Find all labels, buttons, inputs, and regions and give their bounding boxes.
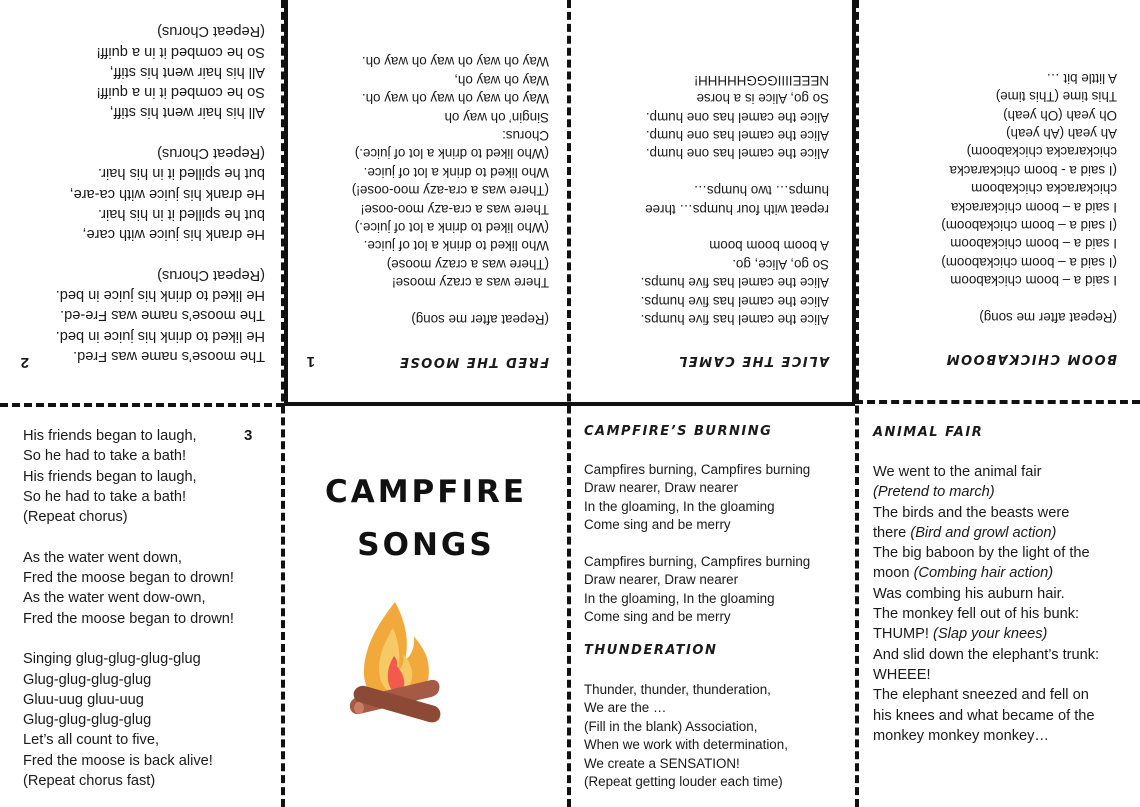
lyric-line: Singing glug-glug-glug-glug [23,651,201,668]
lyric-line: (Repeat after me song) [979,310,1117,325]
animal-fair-heading: ANIMAL FAIR [873,425,984,440]
animal-fair-panel [859,404,1140,807]
lyric-line: Alice the camel has one hump. [645,146,829,162]
lyric-line: And slid down the elephant’s trunk: [873,646,1100,663]
stanza-gap [23,527,234,547]
lyric-line: So he had to take a bath! [23,488,187,505]
lyric-line: but he spilled it in his hair. [97,165,265,182]
lyric-line: We create a SENSATION! [584,755,740,771]
lyric-line: Glug-glug-glug-glug [23,671,152,688]
lyric-line: (Who liked to drink a lot of juice.) [354,146,549,162]
lyric-line: We went to the animal fair [873,464,1042,480]
lyric-line: (Fill in the blank) Association, [584,718,758,734]
lyric-line: (I said a - boom chickaracka [949,162,1117,178]
campfire-songs-panel [571,407,855,807]
lyric-line: Who liked to drink a lot of juice. [363,238,549,254]
lyric-line: but he spilled it in his hair. [97,205,265,222]
lyric-line: (Repeat Chorus) [157,145,265,162]
lyric-line: The moose’s name was Fred. [73,348,265,364]
fred-the-moose-heading: FRED THE MOOSE [398,354,549,369]
lyric-line: The big baboon by the light of the [873,545,1090,562]
lyric-line: (There was a cra-azy moo-oose!) [351,183,549,199]
lyric-line: So he had to take a bath! [23,448,187,465]
lyric-line: (Who liked to drink a lot of juice.) [354,219,549,235]
lyric-line: Way oh way oh way oh way oh. [361,54,549,70]
lyric-line: Way oh way oh way oh way oh. [361,91,549,107]
page-2-panel [0,0,281,403]
lyric-line: Gluu-uug gluu-uug [23,691,144,708]
lyric-line: Draw nearer, Draw nearer [584,480,739,496]
lyric-line: The elephant sneezed and fell on [873,687,1089,704]
lyric-line: So he combed it in a quiff! [96,43,265,60]
lyric-line [873,482,1099,502]
lyric-line: There was a cra-azy moo-oose! [360,201,549,217]
stanza-gap [641,218,829,236]
lyric-line: When we work with determination, [584,737,788,753]
lyric-line: Alice the camel has five humps. [640,293,829,309]
lyric-line: All his hair went his stiff, [109,104,265,121]
lyric-line: A boom boom boom [709,238,829,254]
lyric-line: I said a – boom chickaboom [950,236,1117,252]
lyric-line: His friends began to laugh, [23,468,197,485]
page-3-lyrics [23,426,234,791]
lyric-line: Glug-glug-glug-glug [23,712,152,729]
lyric-line: A little bit … [1046,70,1117,86]
lyric-line: There was a crazy moose! [391,275,549,291]
lyric-line: Alice the camel has five humps. [640,275,829,291]
lyric-line: Way oh way oh, [454,72,549,88]
lyric-line: (Repeat chorus) [23,509,128,526]
lyric-line: WHEEE! [873,666,931,683]
page-3-panel [0,407,281,807]
lyric-line: Who liked to drink a lot of juice. [363,164,549,180]
stanza-gap [584,535,810,553]
lyric-line: chickaracka chickaboom [971,181,1117,197]
lyric-line: We are the … [584,700,667,716]
lyric-line: I said a – boom chickaboom [950,273,1117,289]
lyric-line: His friends began to laugh, [23,428,197,444]
log-end [354,702,364,714]
cut-line-top-right [852,0,856,404]
lyric-line: (There was a crazy moose) [386,256,549,272]
lyric-line: humps… two humps… [693,183,829,199]
lyric-line: monkey monkey monkey… [873,727,1050,744]
page-number: 3 [244,427,253,444]
lyric-line: (Repeat getting louder each time) [584,774,783,790]
lyric-line: I said a – boom chickaracka [951,199,1117,215]
lyric-line: In the gloaming, In the gloaming [584,590,775,606]
lyric-line: Was combing his auburn hair. [873,585,1065,602]
lyric-line: his knees and what became of the [873,707,1095,724]
lyric-line: Oh yeah (Oh yeah) [1003,107,1117,123]
stanza-gap [56,244,265,264]
lyric-line: Let’s all count to five, [23,732,160,749]
lyric-line: The monkey fell out of his bunk: [873,606,1080,623]
lyric-line: He drank his juice with ca-are, [69,185,265,202]
lyric-line: As the water went dow-own, [23,590,206,607]
lyric-line: Come sing and be merry [584,609,731,625]
lyric-line: (Repeat after me song) [411,312,549,327]
lyric-line: The moose’s name was Fre-ed. [60,307,265,324]
lyric-line: Alice the camel has five humps. [640,312,829,327]
page-number: 1 [306,353,315,370]
boom-chickaboom-lyrics [941,68,1117,326]
lyric-line: Alice the camel has one hump. [645,109,829,125]
lyric-line: Alice the camel has one hump. [645,127,829,143]
animal-fair-lyrics [873,462,1099,746]
stanza-gap [352,291,549,309]
lyric-line: As the water went down, [23,549,182,566]
lyric-line: All his hair went his stiff, [109,63,265,80]
lyric-line: Fred the moose began to drown! [23,570,234,587]
thunderation-lyrics [584,681,788,791]
lyric-line: Chorus: [502,127,549,143]
campfires-burning-lyrics [584,461,810,627]
cover-panel [285,406,567,807]
lyric-line: (Repeat Chorus) [157,266,265,283]
lyric-line: He liked to drink his juice in bed. [55,327,265,344]
lyric-line: THUMP! (Slap your knees) [873,626,1048,643]
lyric-line: He liked to drink his juice in bed. [55,287,265,304]
action-cue: (Slap your knees) [933,626,1048,643]
lyric-line: chickaracka chickaboom) [966,144,1117,160]
lyric-line: Singin’ oh way oh [444,109,549,125]
lyric-line: This time (This time) [995,89,1117,105]
boom-chickaboom-panel [859,0,1140,400]
lyric-line: So go, Alice is a horse [696,91,829,107]
lyric-line: (I said a – boom chickaboom) [941,254,1117,270]
action-cue: (Combing hair action) [913,565,1054,582]
lyric-line: Campfires burning, Campfires burning [584,554,811,570]
thunderation-heading: THUNDERATION [584,643,718,658]
alice-the-camel-panel [571,0,852,402]
lyric-line: In the gloaming, In the gloaming [584,498,775,514]
lyric-line: Ah yeah (Ah yeah) [1006,125,1117,141]
lyric-line: The birds and the beasts were [873,504,1070,521]
stanza-gap [56,122,265,142]
lyric-line: Draw nearer, Draw nearer [584,572,739,588]
lyric-line: NEEEIIIIGGGHHHHH! [694,72,829,88]
cover-title-line-2: SONGS [357,527,495,563]
lyric-line: So go, Alice, go. [732,256,829,272]
page-number: 2 [20,354,29,371]
page-2-lyrics [56,21,265,366]
lyric-line: there (Bird and growl action) [873,524,1057,541]
lyric-line: (I said a – boom chickaboom) [941,217,1117,233]
fred-the-moose-lyrics [352,52,549,328]
boom-chickaboom-heading: BOOM CHICKABOOM [945,351,1117,366]
fred-the-moose-panel [288,0,567,402]
lyric-line: Fred the moose is back alive! [23,752,213,769]
stanza-gap [941,289,1117,307]
campfire-flame-icon [347,602,447,732]
alice-the-camel-lyrics [641,70,829,328]
cover-title-line-1: CAMPFIRE [324,474,528,510]
action-cue: (Bird and growl action) [910,524,1057,541]
lyric-line: Come sing and be merry [584,517,731,533]
stanza-gap [23,629,234,649]
lyric-line: Thunder, thunder, thunderation, [584,682,771,697]
lyric-line: Fred the moose began to drown! [23,610,234,627]
action-cue: (Pretend to march) [873,484,995,501]
lyric-line: (Repeat chorus fast) [23,773,156,790]
stanza-gap [641,162,829,180]
lyric-line: moon (Combing hair action) [873,565,1054,582]
lyric-line: Campfires burning, Campfires burning [584,462,811,477]
lyric-line: He drank his juice with care, [82,226,265,243]
alice-the-camel-heading: ALICE THE CAMEL [677,353,829,368]
campfires-burning-heading: CAMPFIRE’S BURNING [584,424,773,439]
lyric-line: So he combed it in a quiff! [96,84,265,101]
lyric-line: repeat with four humps… three [645,201,829,217]
lyric-line: (Repeat Chorus) [157,23,265,40]
